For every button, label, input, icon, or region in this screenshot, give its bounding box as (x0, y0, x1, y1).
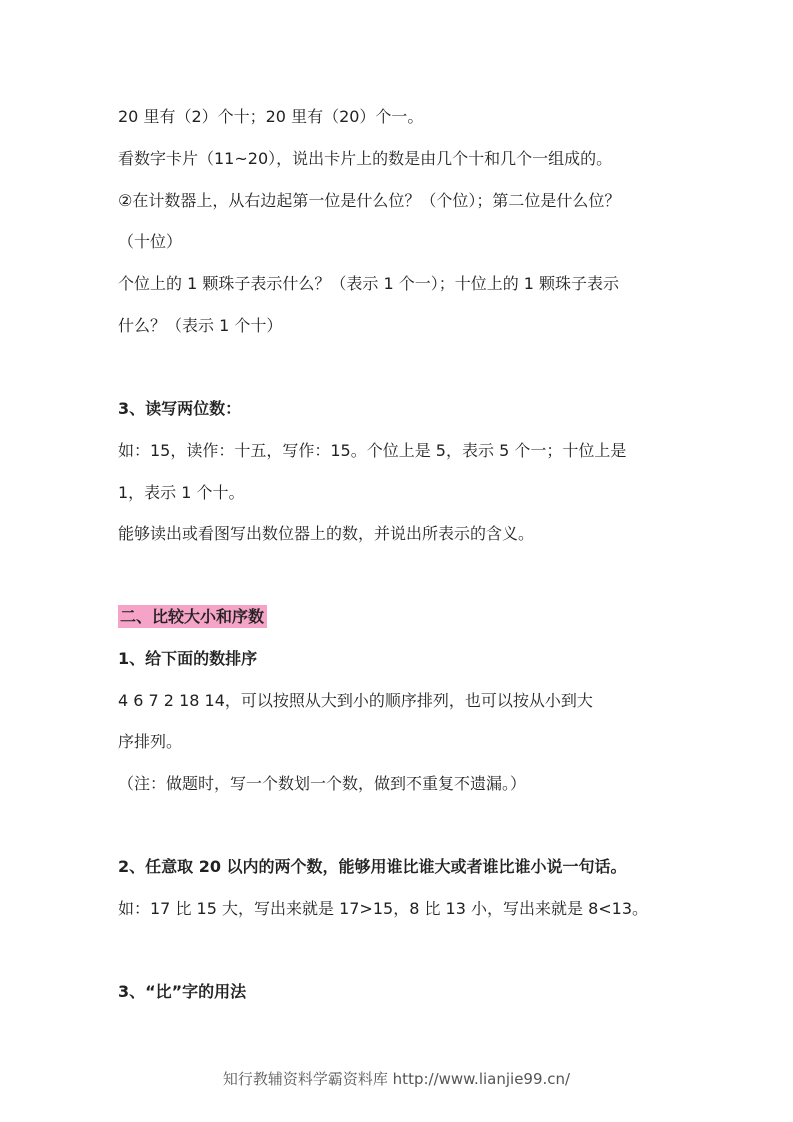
page-footer: 知行教辅资料学霸资料库 http://www.lianjie99.cn/ (222, 1070, 571, 1088)
text-line: 个位上的 1 颗珠子表示什么？（表示 1 个一）；十位上的 1 颗珠子表示 (118, 274, 620, 293)
text-line: 20 里有（2）个十；20 里有（20）个一。 (118, 107, 424, 126)
text-line: 1，表示 1 个十。 (118, 483, 245, 502)
text-line: 如：17 比 15 大，写出来就是 17>15，8 比 13 小，写出来就是 8<13。 (118, 899, 649, 918)
text-line: 4 6 7 2 18 14，可以按照从大到小的顺序排列，也可以按从小到大 (118, 691, 593, 710)
subsection-heading: 1、给下面的数排序 (118, 649, 258, 668)
subsection-heading: 3、“比”字的用法 (118, 982, 247, 1001)
text-line: 能够读出或看图写出数位器上的数，并说出所表示的含义。 (118, 524, 535, 543)
part-title-highlight: 二、比较大小和序数 (118, 605, 267, 628)
section-heading: 3、读写两位数： (118, 399, 242, 418)
text-line: 如：15，读作：十五，写作：15。个位上是 5，表示 5 个一；十位上是 (118, 441, 627, 460)
text-line: 序排列。 (118, 732, 183, 751)
subsection-heading: 2、任意取 20 以内的两个数，能够用谁比谁大或者谁比谁小说一句话。 (118, 857, 627, 876)
text-line: ②在计数器上，从右边起第一位是什么位？（个位）；第二位是什么位？ (118, 191, 621, 210)
note-line: （注：做题时，写一个数划一个数，做到不重复不遗漏。） (118, 774, 527, 793)
text-line: 什么？（表示 1 个十） (118, 316, 283, 335)
text-line: 看数字卡片（11~20），说出卡片上的数是由几个十和几个一组成的。 (118, 149, 613, 168)
text-line: （十位） (118, 232, 183, 251)
part-title (118, 606, 267, 628)
